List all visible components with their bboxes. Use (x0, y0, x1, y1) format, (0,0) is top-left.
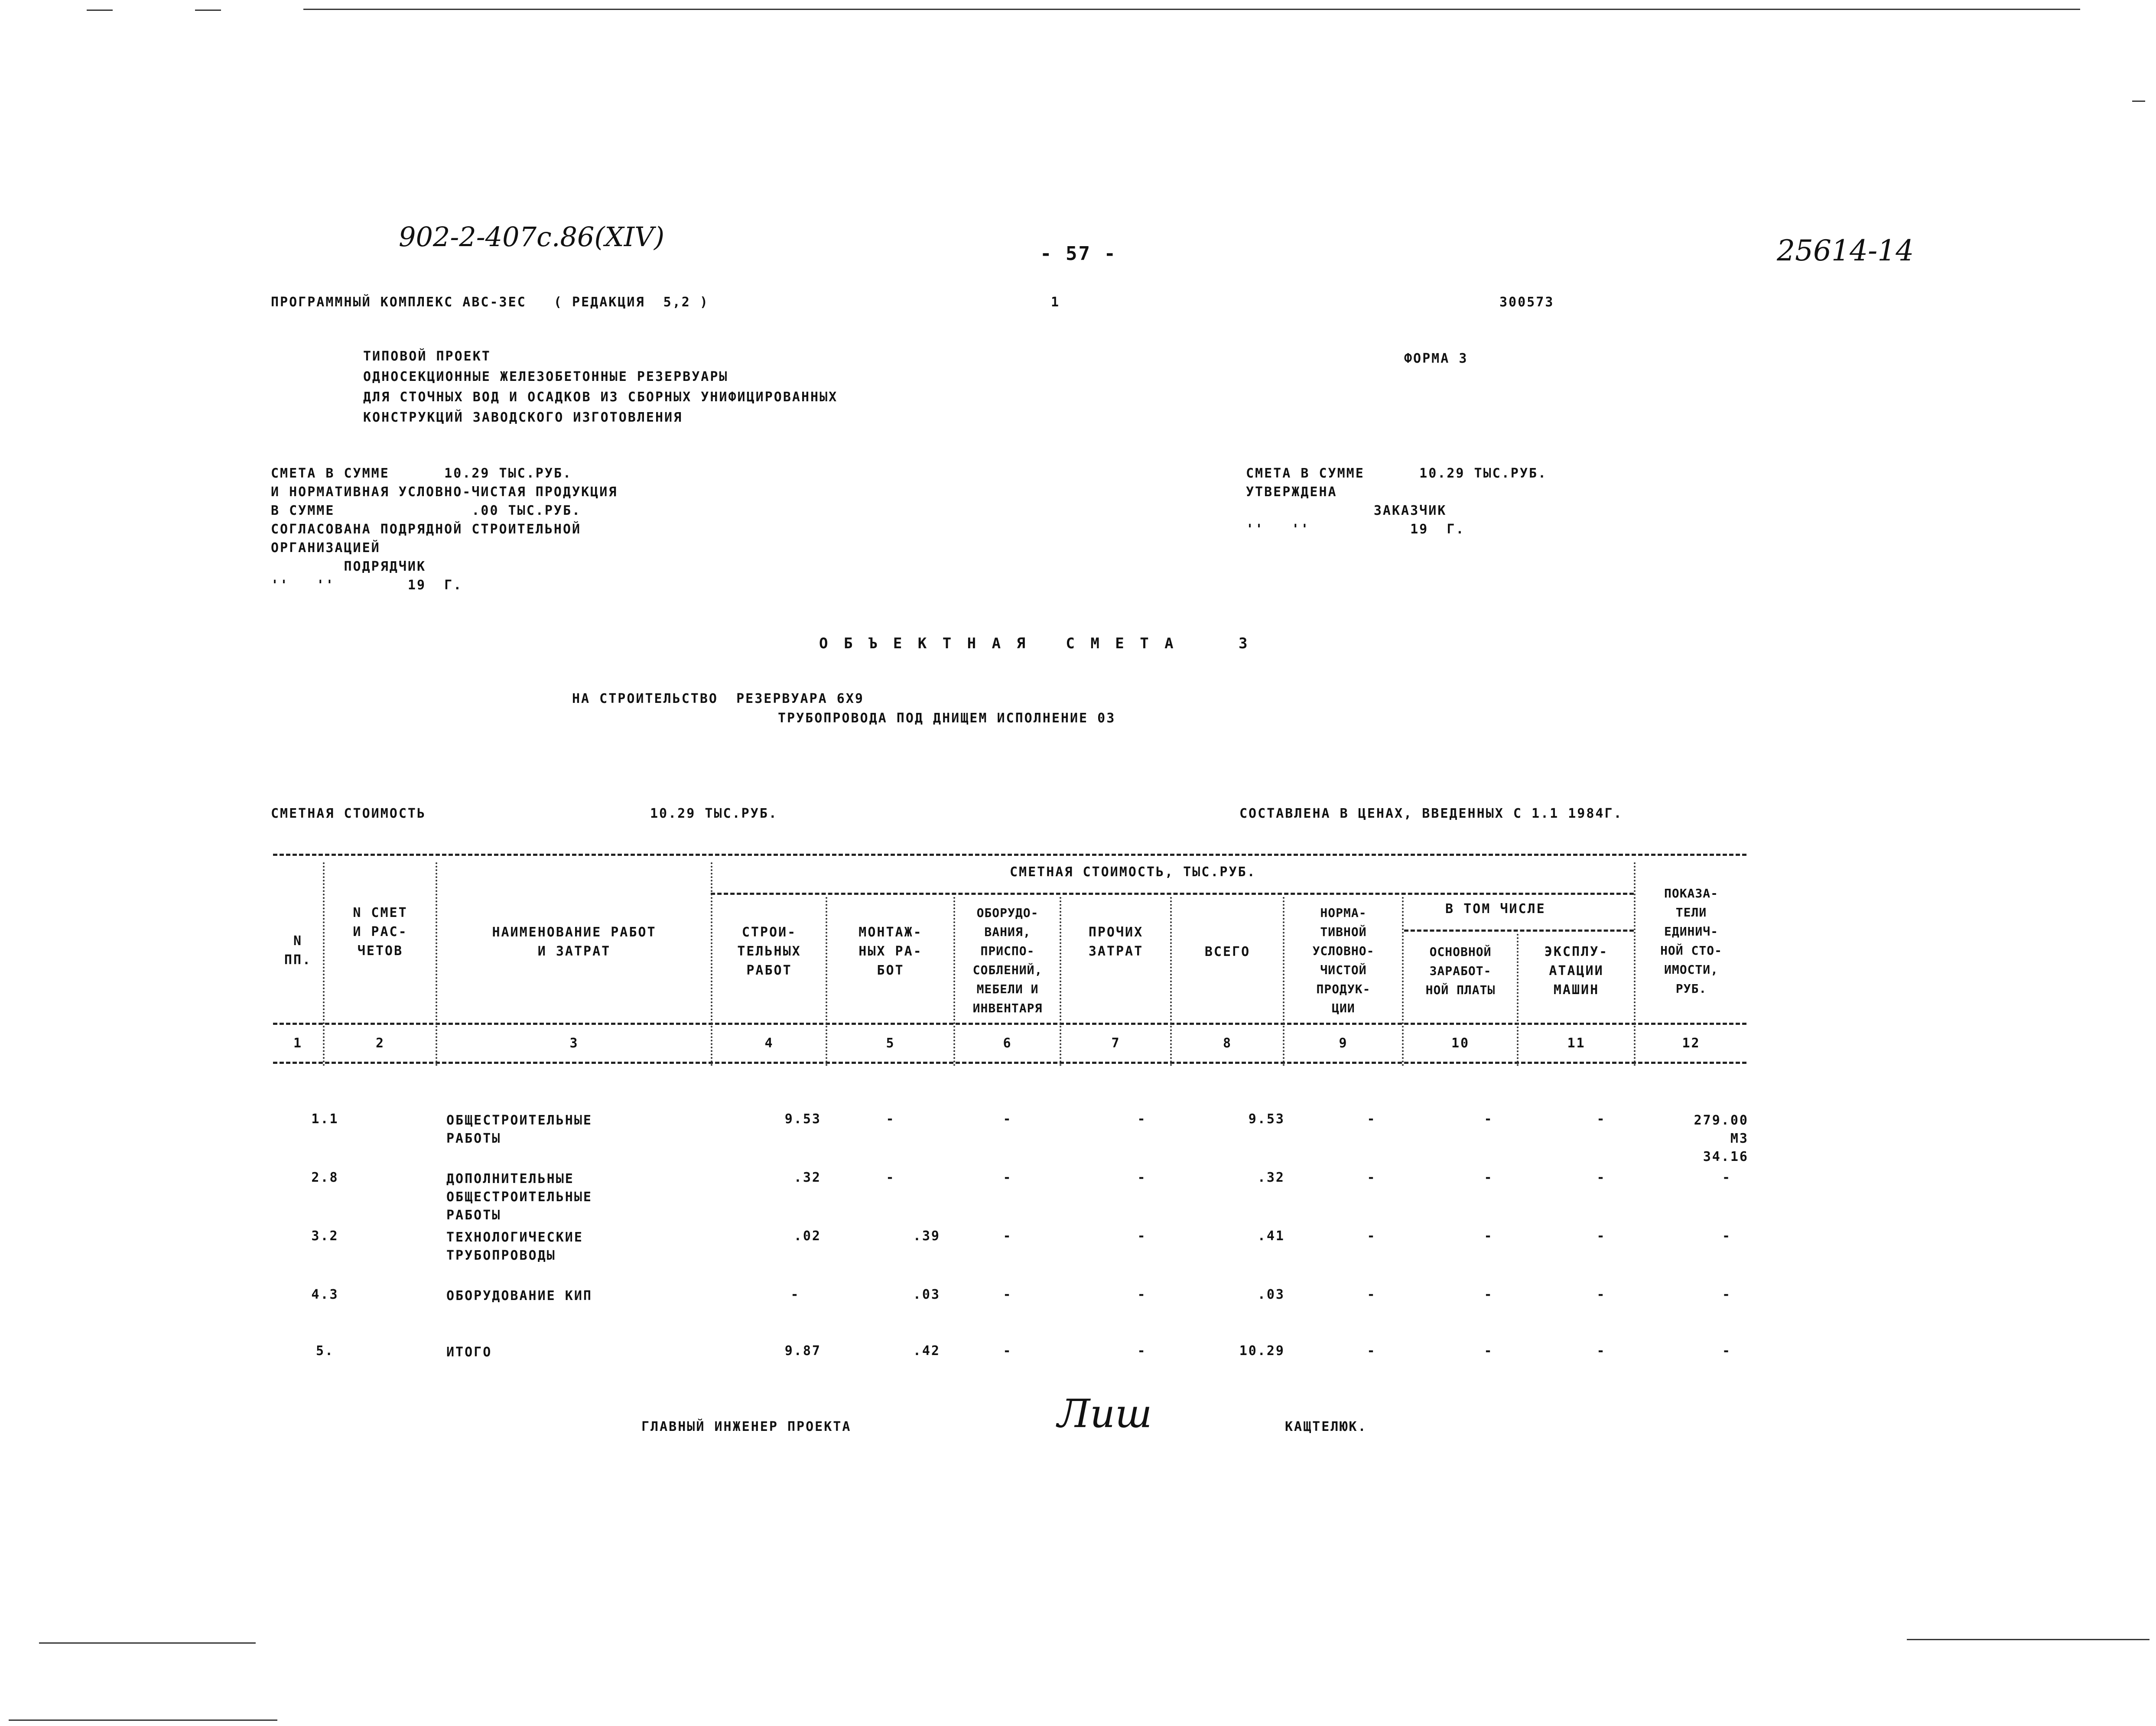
row-c4: - (790, 1287, 800, 1302)
row-c7: - (1137, 1343, 1147, 1359)
row-number: 4.3 (311, 1287, 339, 1302)
project-line: ДЛЯ СТОЧНЫХ ВОД И ОСАДКОВ ИЗ СБОРНЫХ УНИФИЦИРОВАННЫХ (363, 390, 838, 405)
row-c12: 279.00 М3 34.16 (1694, 1113, 1749, 1164)
row-c8: 9.53 (1248, 1112, 1285, 1127)
scan-mark (2132, 101, 2145, 102)
row-c8: .41 (1257, 1229, 1285, 1244)
row-c11: - (1597, 1170, 1606, 1185)
project-code: 902-2-407с.86(XIV) (399, 221, 665, 253)
archive-number: 25614-14 (1777, 234, 1914, 267)
row-c6: - (1003, 1287, 1012, 1302)
left-block-line: СМЕТА В СУММЕ 10.29 ТЫС.РУБ. (271, 466, 572, 481)
header-installation: МОНТАЖ- НЫХ РА- БОТ (858, 925, 923, 978)
col-sep (1634, 862, 1636, 1066)
header-total: ВСЕГО (1204, 944, 1251, 959)
col-sep (1402, 897, 1404, 1066)
left-block-line: ОРГАНИЗАЦИЕЙ (271, 540, 380, 556)
col-number: 4 (764, 1036, 774, 1051)
col-sep (323, 862, 325, 1066)
col-number: 2 (375, 1036, 385, 1051)
row-c9: - (1367, 1343, 1376, 1359)
row-c6: - (1003, 1343, 1012, 1359)
header-work-name: НАИМЕНОВАНИЕ РАБОТ И ЗАТРАТ (492, 925, 657, 959)
scan-bottom-edge (39, 1642, 256, 1644)
row-c11: - (1597, 1287, 1606, 1302)
row-c7: - (1137, 1287, 1147, 1302)
row-c6: - (1003, 1229, 1012, 1244)
row-c9: - (1367, 1229, 1376, 1244)
row-c10: - (1484, 1343, 1493, 1359)
row-name: ТЕХНОЛОГИЧЕСКИЕ ТРУБОПРОВОДЫ (446, 1230, 583, 1263)
header-unit-cost: ПОКАЗА- ТЕЛИ ЕДИНИЧ- НОЙ СТО- ИМОСТИ, РУБ. (1660, 886, 1722, 996)
row-c5: - (886, 1170, 895, 1185)
row-c12: - (1722, 1287, 1731, 1302)
right-block-line: СМЕТА В СУММЕ 10.29 ТЫС.РУБ. (1246, 466, 1548, 481)
table-rule-numbers-bottom (273, 1062, 1746, 1064)
row-c8: 10.29 (1239, 1343, 1285, 1359)
header-normative: НОРМА- ТИВНОЙ УСЛОВНО- ЧИСТОЙ ПРОДУК- ЦИИ (1312, 906, 1375, 1015)
page-number: - 57 - (1040, 243, 1117, 265)
col-number: 3 (569, 1036, 579, 1051)
row-c9: - (1367, 1112, 1376, 1127)
form-label: ФОРМА 3 (1404, 351, 1468, 366)
header-wages: ОСНОВНОЙ ЗАРАБОТ- НОЙ ПЛАТЫ (1425, 945, 1496, 997)
row-c4: 9.53 (784, 1112, 821, 1127)
row-c11: - (1597, 1343, 1606, 1359)
document-title: О Б Ъ Е К Т Н А Я С М Е Т А 3 (819, 635, 1251, 652)
row-c9: - (1367, 1287, 1376, 1302)
table-rule-group (711, 893, 1634, 895)
row-c8: .03 (1257, 1287, 1285, 1302)
chief-engineer-name: КАЩТЕЛЮК. (1285, 1419, 1367, 1434)
program-line: ПРОГРАММНЫЙ КОМПЛЕКС АВС-3ЕС ( РЕДАКЦИЯ 5,2 ) (271, 295, 709, 310)
row-c8: .32 (1257, 1170, 1285, 1185)
header-estimate-number: N СМЕТ И РАС- ЧЕТОВ (353, 905, 408, 959)
title-line-1: НА СТРОИТЕЛЬСТВО РЕЗЕРВУАРА 6Х9 (572, 691, 864, 706)
right-block-line: ЗАКАЗЧИК (1246, 503, 1447, 518)
row-c4: .02 (793, 1229, 821, 1244)
col-number: 7 (1111, 1036, 1121, 1051)
row-name: ОБОРУДОВАНИЕ КИП (446, 1288, 592, 1303)
price-basis: СОСТАВЛЕНА В ЦЕНАХ, ВВЕДЕННЫХ С 1.1 1984Г. (1239, 806, 1623, 821)
row-c9: - (1367, 1170, 1376, 1185)
col-number: 5 (886, 1036, 895, 1051)
row-c5: - (886, 1112, 895, 1127)
col-number: 6 (1003, 1036, 1012, 1051)
table-rule-header-bottom (273, 1023, 1746, 1025)
col-number: 9 (1339, 1036, 1348, 1051)
row-c5: .39 (913, 1229, 940, 1244)
row-c10: - (1484, 1229, 1493, 1244)
row-c11: - (1597, 1229, 1606, 1244)
row-c10: - (1484, 1287, 1493, 1302)
row-c10: - (1484, 1170, 1493, 1185)
row-c5: .03 (913, 1287, 940, 1302)
col-sep (1060, 897, 1061, 1066)
row-c5: .42 (913, 1343, 940, 1359)
scan-top-edge (303, 9, 2080, 10)
col-number: 12 (1682, 1036, 1701, 1051)
left-block-line: СОГЛАСОВАНА ПОДРЯДНОЙ СТРОИТЕЛЬНОЙ (271, 522, 582, 537)
scan-mark (87, 10, 113, 11)
scan-bottom-edge (9, 1719, 277, 1721)
left-block-line: '' '' 19 Г. (271, 578, 463, 593)
title-line-2: ТРУБОПРОВОДА ПОД ДНИЩЕМ ИСПОЛНЕНИЕ 03 (778, 711, 1116, 726)
row-c6: - (1003, 1170, 1012, 1185)
row-c11: - (1597, 1112, 1606, 1127)
col-number: 8 (1223, 1036, 1232, 1051)
subgroup-header: В ТОМ ЧИСЛЕ (1445, 901, 1546, 917)
row-number: 2.8 (311, 1170, 339, 1185)
row-c7: - (1137, 1170, 1147, 1185)
header-other: ПРОЧИХ ЗАТРАТ (1088, 925, 1144, 959)
left-block-line: И НОРМАТИВНАЯ УСЛОВНО-ЧИСТАЯ ПРОДУКЦИЯ (271, 484, 618, 500)
row-name: ИТОГО (446, 1345, 492, 1360)
col-number: 11 (1567, 1036, 1586, 1051)
group-header: СМЕТНАЯ СТОИМОСТЬ, ТЫС.РУБ. (1010, 865, 1256, 880)
project-line: КОНСТРУКЦИЙ ЗАВОДСКОГО ИЗГОТОВЛЕНИЯ (363, 410, 683, 425)
header-equipment: ОБОРУДО- ВАНИЯ, ПРИСПО- СОБЛЕНИЙ, МЕБЕЛИ И ИНВЕНТАРЯ (972, 906, 1043, 1015)
right-block-line: УТВЕРЖДЕНА (1246, 484, 1337, 500)
right-block-line: '' '' 19 Г. (1246, 522, 1465, 537)
row-c12: - (1722, 1170, 1731, 1185)
row-c10: - (1484, 1112, 1493, 1127)
signature: Лиш (1057, 1391, 1152, 1437)
table-rule-top (273, 854, 1746, 856)
row-name: ОБЩЕСТРОИТЕЛЬНЫЕ РАБОТЫ (446, 1113, 592, 1146)
chief-engineer-role: ГЛАВНЫЙ ИНЖЕНЕР ПРОЕКТА (641, 1419, 852, 1434)
row-c4: 9.87 (784, 1343, 821, 1359)
col-sep (1170, 897, 1172, 1066)
col-number: 1 (293, 1036, 303, 1051)
row-c12: - (1722, 1343, 1731, 1359)
sheet-number: 1 (1051, 295, 1060, 310)
project-line: ОДНОСЕКЦИОННЫЕ ЖЕЛЕЗОБЕТОННЫЕ РЕЗЕРВУАРЫ (363, 369, 728, 384)
project-line: ТИПОВОЙ ПРОЕКТ (363, 349, 491, 364)
col-sep (1283, 897, 1284, 1066)
table-rule-subgroup (1404, 930, 1634, 932)
scan-mark (195, 10, 221, 11)
row-c12: - (1722, 1229, 1731, 1244)
row-number: 5. (315, 1343, 335, 1359)
left-block-line: В СУММЕ .00 ТЫС.РУБ. (271, 503, 582, 518)
col-sep (826, 897, 827, 1066)
row-name: ДОПОЛНИТЕЛЬНЫЕ ОБЩЕСТРОИТЕЛЬНЫЕ РАБОТЫ (446, 1171, 592, 1223)
document-id: 300573 (1499, 295, 1554, 310)
row-c7: - (1137, 1229, 1147, 1244)
col-sep (1517, 934, 1519, 1066)
scan-bottom-edge (1907, 1639, 2149, 1640)
row-c4: .32 (793, 1170, 821, 1185)
header-machines: ЭКСПЛУ- АТАЦИИ МАШИН (1544, 944, 1609, 998)
header-n-pp: N ПП. (284, 933, 312, 968)
estimated-cost-value: 10.29 ТЫС.РУБ. (650, 806, 778, 821)
row-c6: - (1003, 1112, 1012, 1127)
row-number: 1.1 (311, 1112, 339, 1127)
row-c7: - (1137, 1112, 1147, 1127)
header-construction: СТРОИ- ТЕЛЬНЫХ РАБОТ (737, 925, 801, 978)
left-block-line: ПОДРЯДЧИК (271, 559, 426, 574)
col-sep (711, 862, 712, 1066)
estimated-cost-label: СМЕТНАЯ СТОИМОСТЬ (271, 806, 426, 821)
col-sep (436, 862, 437, 1066)
col-number: 10 (1451, 1036, 1470, 1051)
col-sep (953, 897, 955, 1066)
row-number: 3.2 (311, 1229, 339, 1244)
